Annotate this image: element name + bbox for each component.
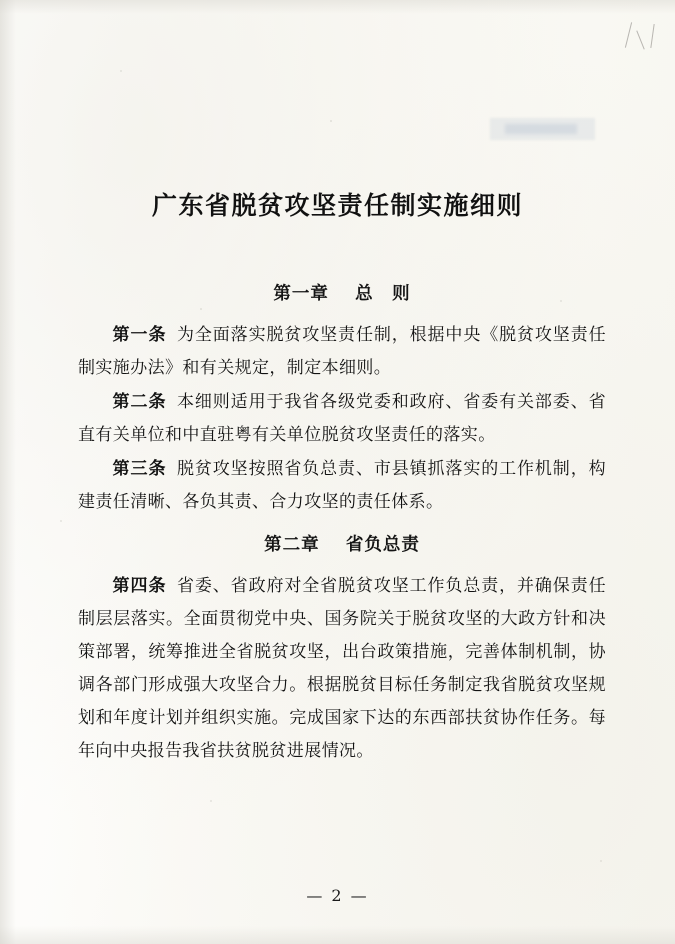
article-text: 本细则适用于我省各级党委和政府、省委有关部委、省直有关单位和中直驻粤有关单位脱贫攻坚责任的落实。 <box>78 392 606 445</box>
article-text: 为全面落实脱贫攻坚责任制，根据中央《脱贫攻坚责任制实施办法》和有关规定，制定本细则。 <box>78 325 606 378</box>
chapter-2-title: 省负总责 <box>345 535 420 555</box>
article-paragraph <box>78 386 606 452</box>
article-text: 脱贫攻坚按照省负总责、市县镇抓落实的工作机制，构建责任清晰、各负其责、合力攻坚的责任体系。 <box>78 459 606 512</box>
page-title: 广东省脱贫攻坚责任制实施细则 <box>151 191 523 220</box>
article-paragraph <box>78 319 606 385</box>
chapter-heading-1 <box>78 280 606 305</box>
article-number: 第二条 <box>112 392 167 412</box>
article-text: 省委、省政府对全省脱贫攻坚工作负总责，并确保责任制层层落实。全面贯彻党中央、国务院关于脱贫攻坚的大政方针和决策部署，统筹推进全省脱贫攻坚，出台政策措施，完善体制机制，协调各部门形成强大攻坚合力。根据脱贫目标任务制定我省脱贫攻坚规划和年度计划并组织实施。完成国家下达的东西部扶贫协作任务。每年向中央报告我省扶贫脱贫进展情况。 <box>78 576 606 761</box>
chapter-2-prefix: 第二章 <box>264 535 320 555</box>
article-number: 第三条 <box>112 459 167 479</box>
chapter-heading-2 <box>78 531 606 556</box>
document-body <box>78 268 606 769</box>
page-number: — 2 — <box>306 886 369 905</box>
chapter-1-title: 总 则 <box>355 284 411 304</box>
article-paragraph <box>78 453 606 519</box>
article-number: 第四条 <box>112 576 167 596</box>
article-paragraph <box>78 570 606 768</box>
article-number: 第一条 <box>112 325 167 345</box>
chapter-1-prefix: 第一章 <box>273 284 329 304</box>
